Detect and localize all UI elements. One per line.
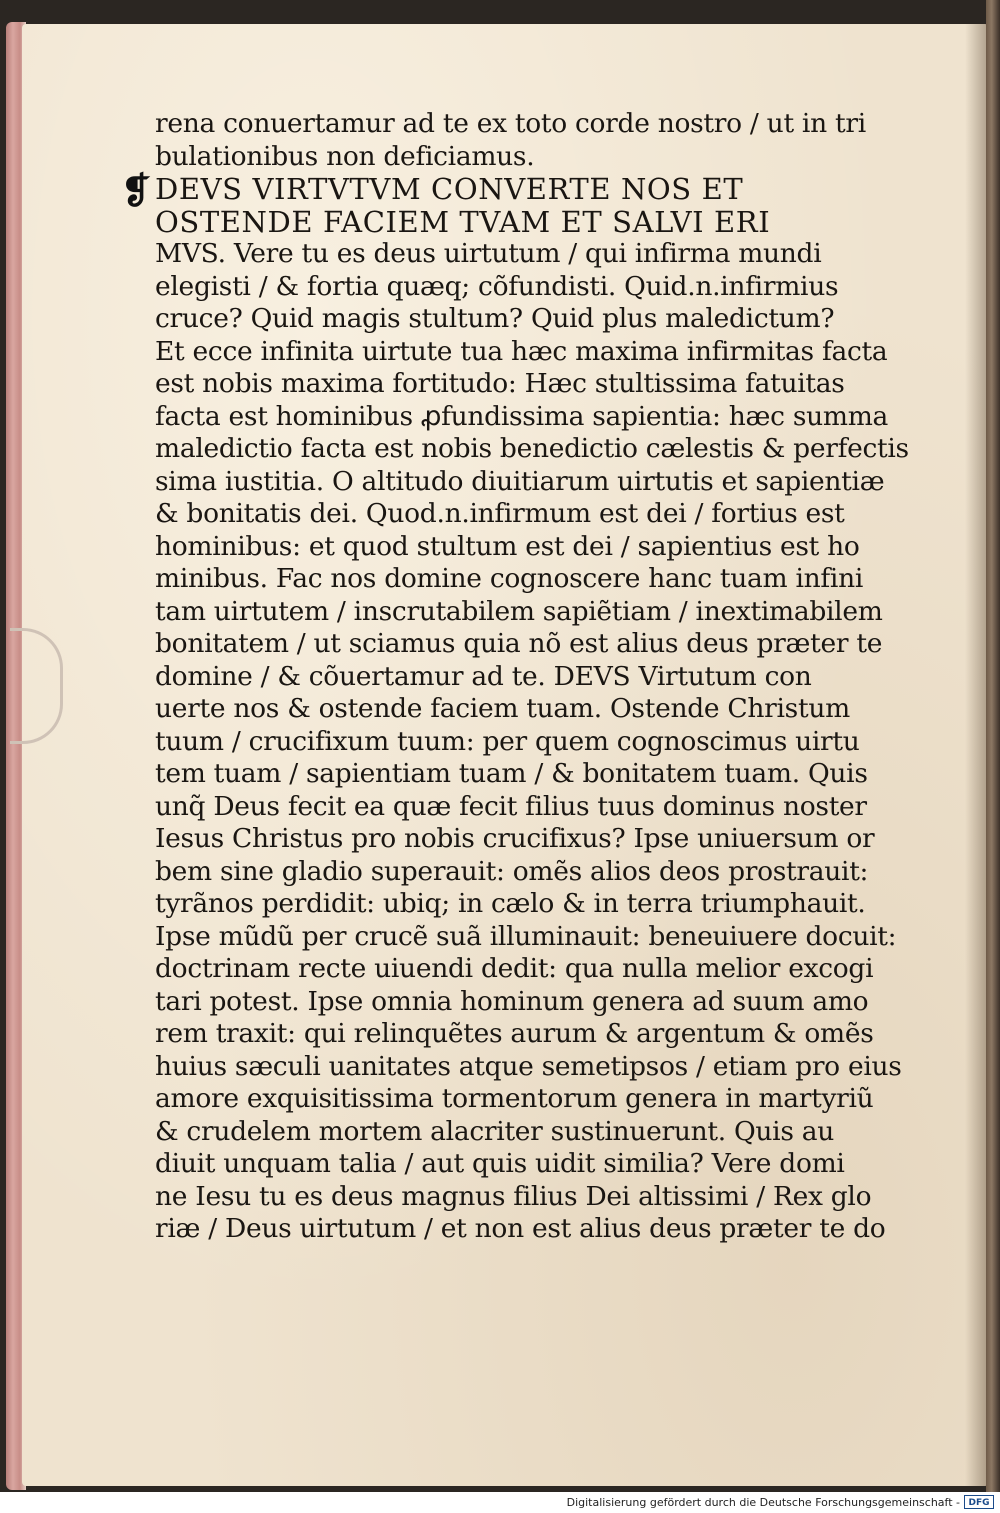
text-line: uerte nos & ostende faciem tuam. Ostende Christum [155,693,850,724]
text-line: hominibus: et quod stultum est dei / sapientius est ho [155,530,860,562]
text-line-heading [121,170,855,212]
text-line: Ipse mũdũ per crucẽ suã illuminauit: beneuiuere docuit: [155,920,897,952]
dfg-logo-icon[interactable]: DFG [964,1495,994,1509]
text-line: & bonitatis dei. Quod.n.infirmum est dei / fortius est [155,498,845,529]
footer-bar [0,1492,1000,1513]
bookmark-loop [10,628,63,744]
text-line: & crudelem mortem alacriter sustinuerunt. Quis au [155,1115,835,1147]
funding-credit: Digitalisierung gefördert durch die Deutsche Forschungsgemeinschaft - [566,1496,960,1509]
text-line: riæ / Deus uirtutum / et non est alius deus præter te do [155,1213,886,1244]
page-text [121,108,909,1246]
text-line: tam uirtutem / inscrutabilem sapiẽtiam / inextimabilem [155,595,883,627]
text-line: bem sine gladio superauit: omẽs alios deos prostrauit: [155,855,869,887]
text-line: est nobis maxima fortitudo: Hæc stultissima fatuitas [155,368,845,399]
heading-caps: DEVS VIRTVTVM CONVERTE NOS ET [155,172,744,206]
text-line: Iesus Christus pro nobis crucifixus? Ipse uniuersum or [155,823,875,854]
text-line: unq̃ Deus fecit ea quæ fecit filius tuus dominus noster [155,790,867,822]
text-line: bulationibus non deficiamus. [155,140,535,172]
text-line: rena conuertamur ad te ex toto corde nostro / ut in tri [155,108,866,139]
text-line: ne Iesu tu es deus magnus filius Dei altissimi / Rex glo [155,1180,872,1212]
gutter-shadow [965,24,987,1486]
text-line: elegisti / & fortia quæq; cõfundisti. Quid.n.infirmius [155,270,839,302]
text-line: minibus. Fac nos domine cognoscere hanc tuam infini [155,563,864,594]
text-line-heading: OSTENDE FACIEM TVAM ET SALVI ERI [155,204,771,239]
text-line: diuit unquam talia / aut quis uidit similia? Vere domi [155,1148,845,1179]
pilcrow-icon: ❡ [121,170,151,212]
text-line: tari potest. Ipse omnia hominum genera ad suum amo [155,985,869,1017]
text-line: rem traxit: qui relinquẽtes aurum & argentum & omẽs [155,1018,874,1049]
text-line: cruce? Quid magis stultum? Quid plus maledictum? [155,303,835,334]
text-line: tuum / crucifixum tuum: per quem cognoscimus uirtu [155,725,860,757]
text-line: sima iustitia. O altitudo diuitiarum uirtutis et sapientiæ [155,465,885,497]
text-line: Et ecce infinita uirtute tua hæc maxima infirmitas facta [155,335,888,367]
text-line: domine / & cõuertamur ad te. DEVS Virtutum con [155,660,812,692]
text-line: MVS. Vere tu es deus uirtutum / qui infirma mundi [155,238,822,269]
right-binding-edge [986,0,1000,1492]
text-line: maledictio facta est nobis benedictio cælestis & perfectis [155,433,909,464]
text-line: facta est hominibus ꝓfundissima sapientia: hæc summa [155,400,889,432]
text-line: bonitatem / ut sciamus quia nõ est alius deus præter te [155,628,883,659]
text-line: tem tuam / sapientiam tuam / & bonitatem tuam. Quis [155,758,868,789]
text-line: huius sæculi uanitates atque semetipsos / etiam pro eius [155,1050,902,1082]
text-line: amore exquisitissima tormentorum genera in martyriũ [155,1083,874,1114]
text-line: tyrãnos perdidit: ubiq; in cælo & in terra triumphauit. [155,888,866,919]
text-line: doctrinam recte uiuendi dedit: qua nulla melior excogi [155,953,874,984]
